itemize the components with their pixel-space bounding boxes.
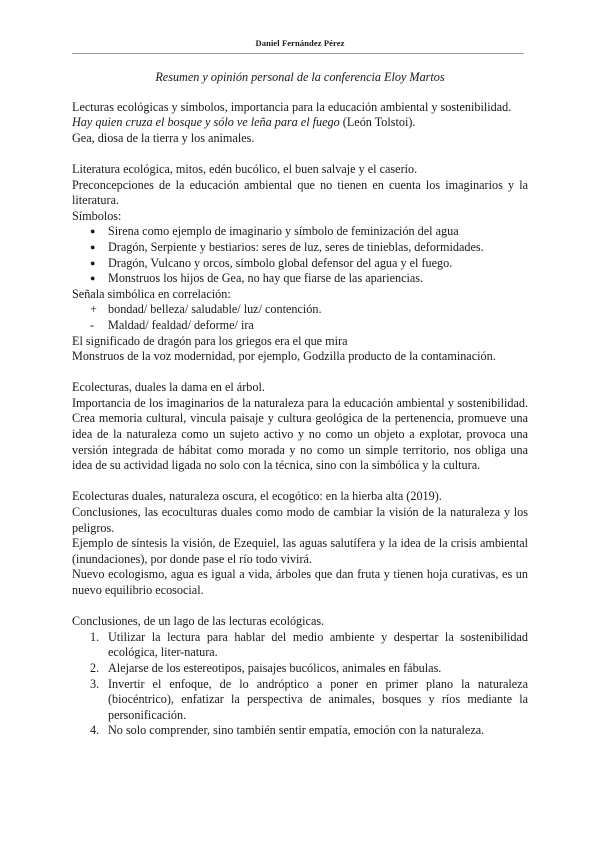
monsters-line: Monstruos de la voz modernidad, por ejemplo, Godzilla producto de la contaminación.	[72, 349, 496, 364]
section4-line-3: Ejemplo de síntesis la visión, de Ezequiel, las aguas salutífera y la idea de la crisis ambiental (inundaciones), por donde pase el río todo vivirá.	[72, 536, 528, 566]
list-item: + bondad/ belleza/ saludable/ luz/ contención.	[90, 302, 322, 317]
conclusions-label: Conclusiones, de un lago de las lecturas ecológicas.	[72, 614, 325, 629]
list-item: ● Dragón, Vulcano y orcos, símbolo global defensor del agua y el fuego.	[90, 255, 453, 270]
plus-icon: +	[90, 302, 97, 317]
intro-line-1: Lecturas ecológicas y símbolos, importancia para la educación ambiental y sostenibilidad.	[72, 99, 512, 114]
dragon-line: El significado de dragón para los griegos era el que mira	[72, 333, 348, 348]
header-divider	[72, 53, 524, 54]
symbols-list	[72, 224, 528, 286]
intro-quote-line	[72, 115, 528, 131]
quote-author: (León Tolstoi).	[342, 115, 416, 130]
bullet-icon: ●	[90, 226, 96, 237]
list-item: 1. Utilizar la lectura para hablar del medio ambiente y despertar la sostenibilidad ecológica, liter-natura.	[90, 629, 528, 660]
section2-line-1: Literatura ecológica, mitos, edén bucólico, el buen salvaje y el caserío.	[72, 161, 418, 176]
section4-line-1: Ecolecturas duales, naturaleza oscura, el ecogótico: en la hierba alta (2019).	[72, 489, 442, 504]
signs-list	[72, 302, 528, 333]
minus-icon: -	[90, 317, 95, 332]
list-item: ● Monstruos los hijos de Gea, no hay que fiarse de las apariencias.	[90, 271, 424, 286]
section4-line-4: Nuevo ecologismo, agua es igual a vida, árboles que dan fruta y tienen hoja curativas, es un nuevo equilibrio ecosocial.	[72, 567, 528, 597]
list-item: ● Sirena como ejemplo de imaginario y símbolo de feminización del agua	[90, 224, 459, 239]
intro-line-3: Gea, diosa de la tierra y los animales.	[72, 130, 255, 145]
section3-paragraph: Importancia de los imaginarios de la naturaleza para la educación ambiental y sostenibilidad. Crea memoria cultural, vincula paisaje y cultura geológica de la pertenencia, promueve una idea de la naturaleza como un sujeto activo y no como un objeto a explotar, provoca una versión integrada de hábitat como morada y no como un simple territorio, nos obliga una idea de su actividad ligada no solo con la técnica, sino con la simbólica y la cultura.	[72, 395, 528, 473]
tolstoy-quote: Hay quien cruza el bosque y sólo ve leña para el fuego	[72, 115, 340, 130]
list-item: 4. No solo comprender, sino también sentir empatía, emoción con la naturaleza.	[90, 723, 485, 738]
bullet-icon: ●	[90, 273, 96, 284]
list-item: 2. Alejarse de los estereotipos, paisajes bucólicos, animales en fábulas.	[90, 660, 442, 675]
signal-label: Señala simbólica en correlación:	[72, 286, 231, 301]
list-item: - Maldad/ fealdad/ deforme/ ira	[90, 317, 254, 332]
bullet-icon: ●	[90, 257, 96, 268]
section2-line-2: Preconcepciones de la educación ambiental que no tienen en cuenta los imaginarios y la literatura.	[72, 177, 528, 208]
list-item: 3. Invertir el enfoque, de lo andróptico a poner en primer plano la naturaleza (biocéntrico), enfatizar la perspectiva de animales, bosques y ríos mediante la personificación.	[90, 676, 528, 722]
section3-line-1: Ecolecturas, duales la dama en el árbol.	[72, 380, 265, 395]
document-title: Resumen y opinión personal de la conferencia Eloy Martos	[155, 70, 445, 84]
conclusions-list	[72, 630, 528, 739]
symbols-label: Símbolos:	[72, 208, 122, 223]
section4-line-2: Conclusiones, las ecoculturas duales como modo de cambiar la visión de la naturaleza y los peligros.	[72, 505, 528, 535]
page-header-author: Daniel Fernández Pérez	[255, 38, 345, 48]
list-item: ● Dragón, Serpiente y bestiarios: seres de luz, seres de tinieblas, deformidades.	[90, 239, 484, 254]
document-body	[72, 70, 528, 739]
bullet-icon: ●	[90, 241, 96, 252]
